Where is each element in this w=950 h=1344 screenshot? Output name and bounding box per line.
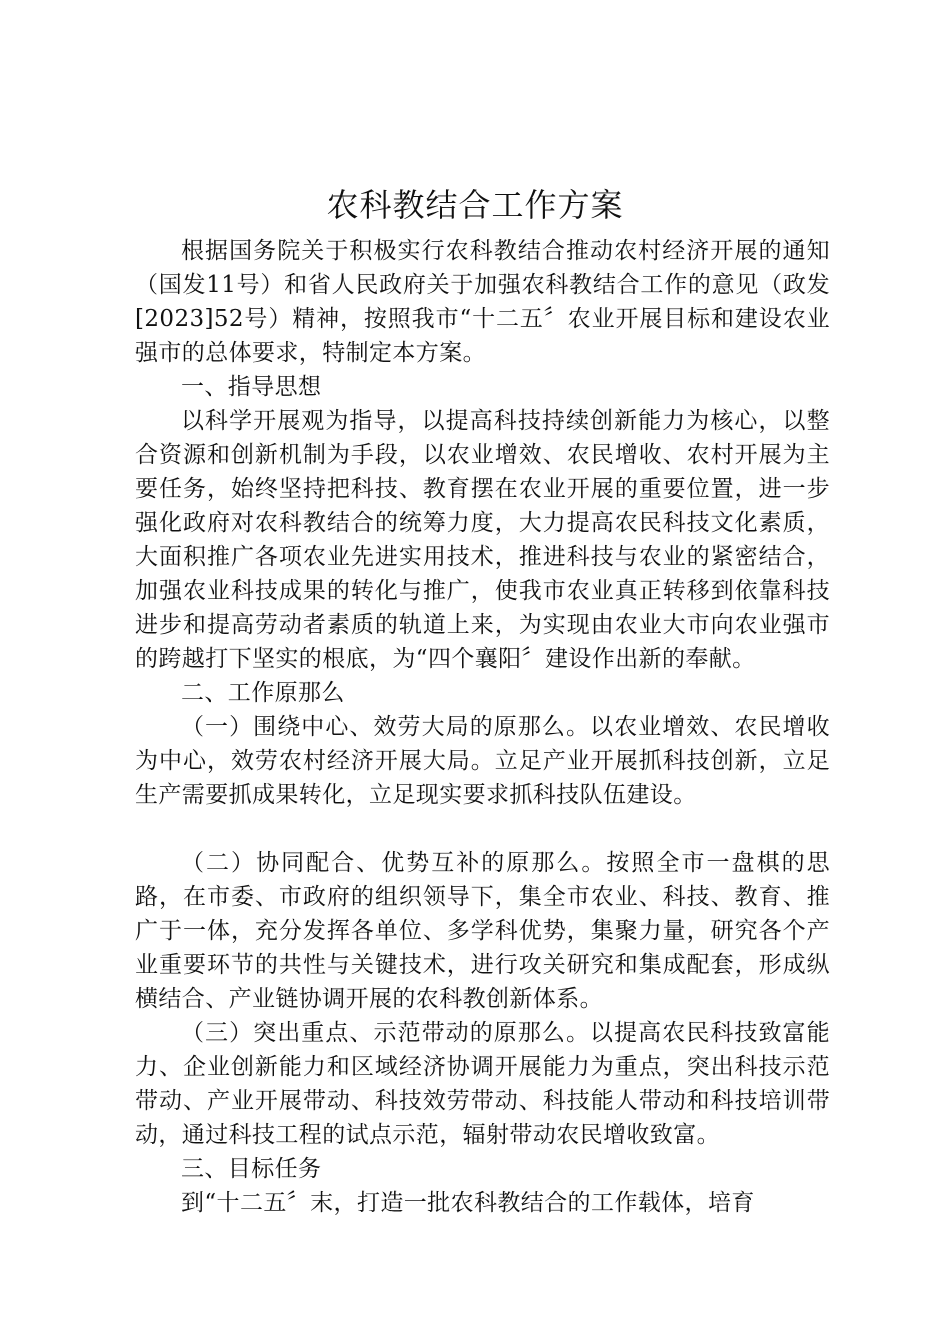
section-heading-work-principles: 二、工作原那么 — [181, 680, 345, 706]
section-heading-guiding-ideology: 一、指导思想 — [181, 374, 322, 400]
section-heading-goals-tasks: 三、目标任务 — [181, 1156, 322, 1182]
paragraph-guiding-ideology: 以科学开展观为指导，以提高科技持续创新能力为核心，以整合资源和创新机制为手段，以农业增效、农民增收、农村开展为主要任务，始终坚持把科技、教育摆在农业开展的重要位置，进一步强化政府对农科教结合的统筹力度，大力提高农民科技文化素质，大面积推广各项农业先进实用技术，推进科技与农业的紧密结合，加强农业科技成果的转化与推广，使我市农业真正转移到依靠科技进步和提高劳动者素质的轨道上来，为实现由农业大市向农业强市的跨越打下坚实的根底，为“四个襄阳〞建设作出新的奉献。 — [135, 408, 830, 672]
paragraph-principle-3: （三）突出重点、示范带动的原那么。以提高农民科技致富能力、企业创新能力和区域经济协调开展能力为重点，突出科技示范带动、产业开展带动、科技效劳带动、科技能人带动和科技培训带动，通过科技工程的试点示范，辐射带动农民增收致富。 — [135, 1020, 830, 1148]
paragraph-principle-1: （一）围绕中心、效劳大局的原那么。以农业增效、农民增收为中心，效劳农村经济开展大局。立足产业开展抓科技创新，立足生产需要抓成果转化，立足现实要求抓科技队伍建设。 — [135, 714, 830, 808]
paragraph-goals-tasks: 到“十二五〞末，打造一批农科教结合的工作载体，培育 — [181, 1190, 755, 1216]
paragraph-principle-2: （二）协同配合、优势互补的原那么。按照全市一盘棋的思路，在市委、市政府的组织领导下，集全市农业、科技、教育、推广于一体，充分发挥各单位、多学科优势，集聚力量，研究各个产业重要环节的共性与关键技术，进行攻关研究和集成配套，形成纵横结合、产业链协调开展的农科教创新体系。 — [135, 850, 830, 1012]
paragraph-intro: 根据国务院关于积极实行农科教结合推动农村经济开展的通知（国发11号）和省人民政府关于加强农科教结合工作的意见（政发[2023]52号）精神，按照我市“十二五〞农业开展目标和建设农业强市的总体要求，特制定本方案。 — [135, 238, 830, 366]
document-title: 农科教结合工作方案 — [326, 186, 624, 224]
document-body — [135, 234, 830, 1220]
